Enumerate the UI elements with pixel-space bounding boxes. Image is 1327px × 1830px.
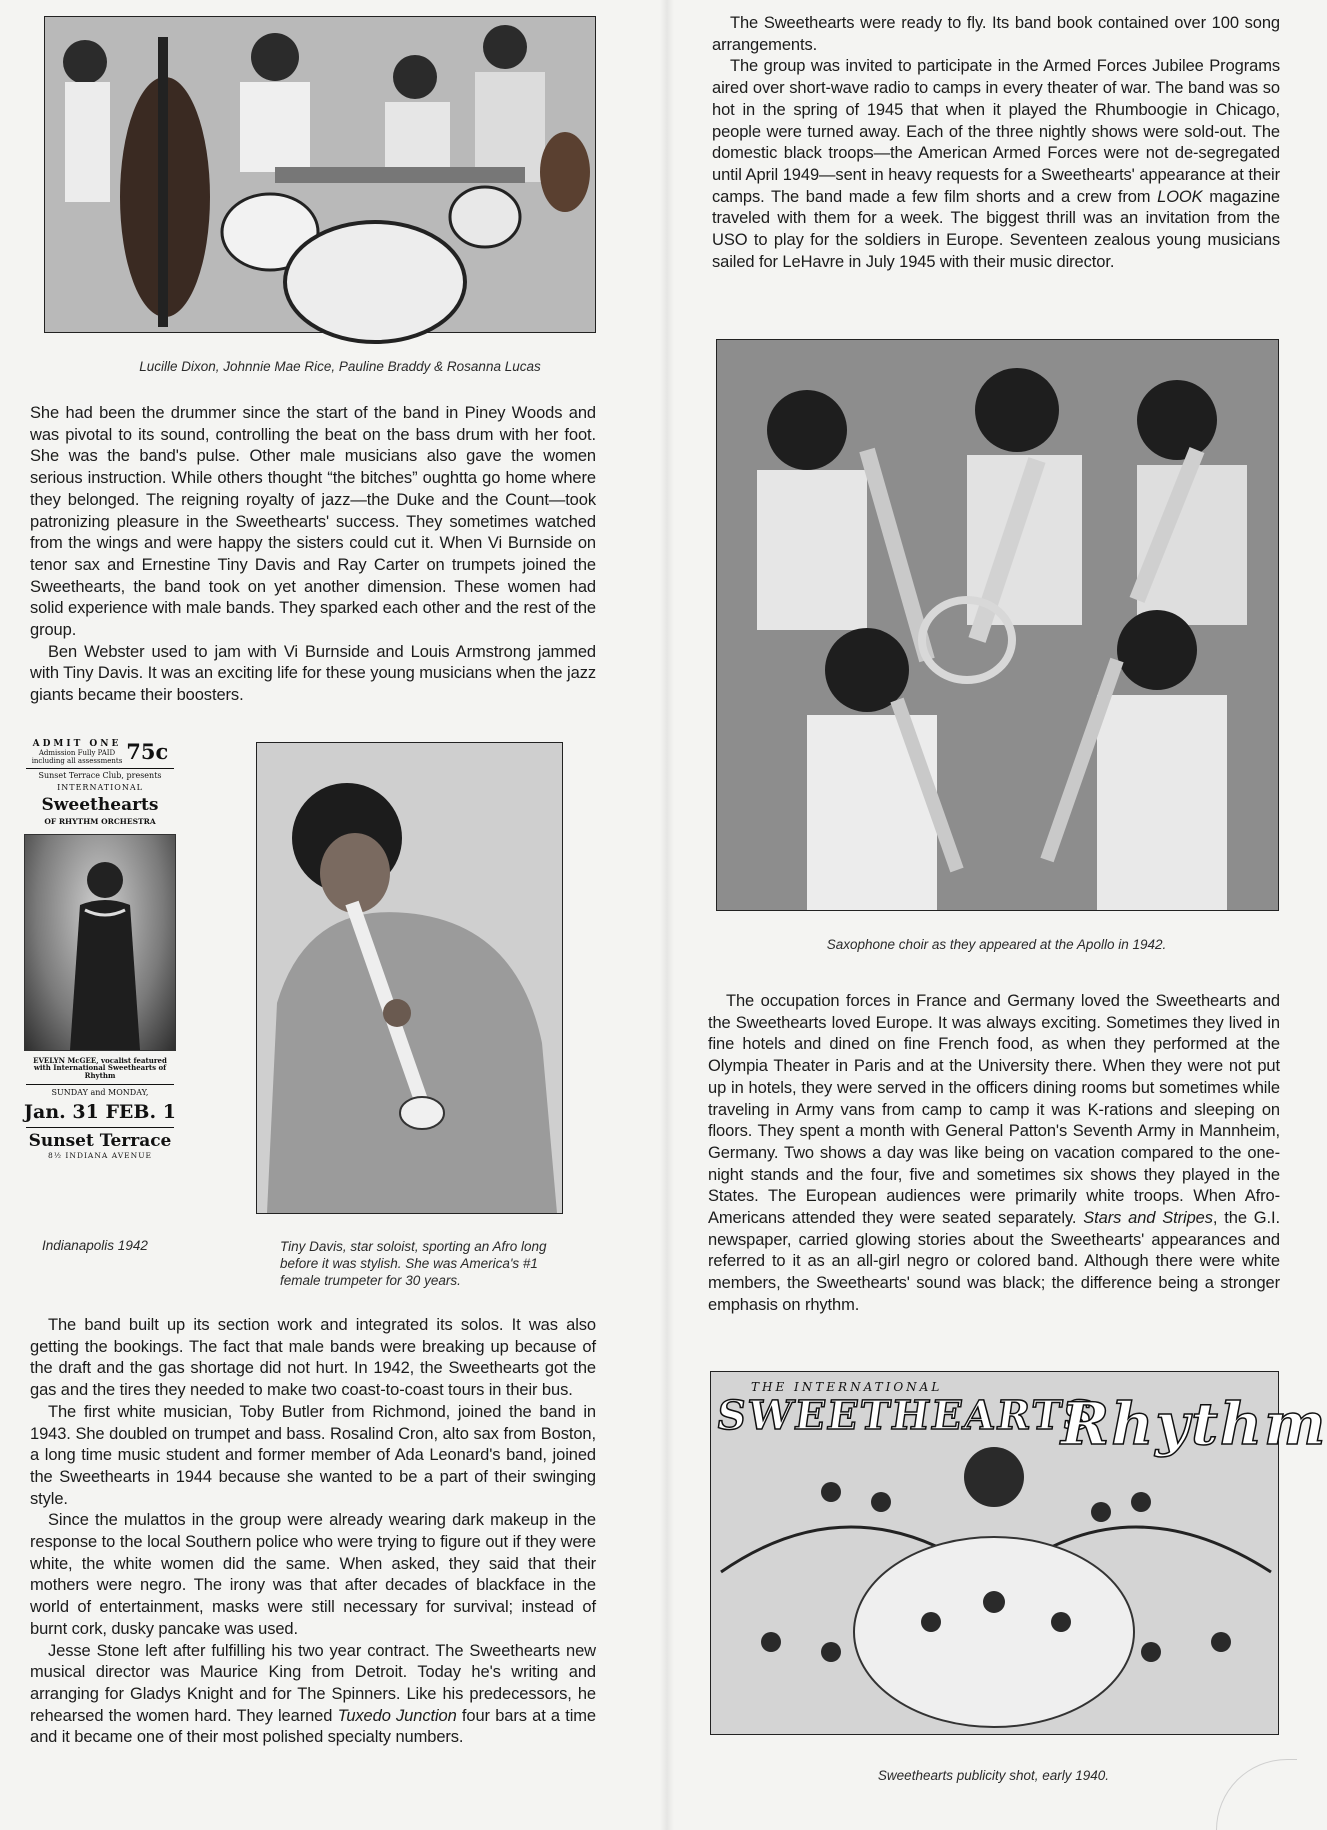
ticket-admit: ADMIT ONE [32, 739, 122, 749]
poster-rhythm: Rhythm [1061, 1390, 1327, 1458]
publicity-poster-caption: Sweethearts publicity shot, early 1940. [877, 1768, 1110, 1783]
left-paragraph-6-part-2: four bars at a time and it became one of their most polished specialty numbers. [30, 1706, 596, 1747]
left-paragraph-5: Since the mulattos in the group were already wearing dark makeup in the response to the local Southern police who were trying to figure out if they were white, the white women did the same. When asked, they said that their mothers were negro. The irony was that after decades of blackface in the world of entertainment, masks were still necessary for survival; instead of burnt cork, dusky pancake was used. [30, 1511, 596, 1638]
left-text-block-1 [30, 403, 596, 707]
saxophone-illustration [717, 340, 1278, 910]
ticket-caption: Indianapolis 1942 [42, 1238, 148, 1253]
poster-the-international: THE INTERNATIONAL [751, 1380, 943, 1394]
ticket-sweethearts: Sweethearts [41, 794, 159, 815]
ticket-presents: Sunset Terrace Club, presents [38, 771, 162, 781]
right-paragraph-2-part-1: The group was invited to participate in the Armed Forces Jubilee Programs aired over short-wave radio to camps in every theater of war. The band was so hot in the spring of 1945 that when it played the Rhumboogie in Chicago, people were turned away. Each of the three nightly shows were sold-out. The domestic black troops—the American Armed Forces were not de-segregated until April 1949—sent in heavy requests for a Sweethearts' appearance at their camps. The band made a few film shorts and a crew from [712, 57, 1280, 206]
right-text-block-2 [708, 991, 1280, 1317]
ticket-venue: Sunset Terrace [28, 1130, 172, 1151]
left-paragraph-3: The band built up its section work and integrated its solos. It was also getting the bookings. The fact that male bands were breaking up because of the draft and the gas shortage did not hurt. In 1942, the Sweethearts got the gas and the tires they needed to make two coast-to-coast tours in their bus. [30, 1316, 596, 1400]
right-paragraph-3-part-2: , the G.I. newspaper, carried glowing stories about the Sweethearts' appearances and referred to it as an all-girl negro or colored band. Although there were white members, the Sweethearts' sound was black; the difference being a stronger emphasis on rhythm. [708, 1209, 1280, 1314]
tiny-davis-caption: Tiny Davis, star soloist, sporting an Afro long before it was stylish. She was America's #1 female trumpeter for 30 years. [280, 1239, 547, 1288]
ticket-price: 75c [126, 739, 169, 764]
ticket-fine-2: including all assessments [31, 756, 123, 765]
saxophone-choir-photo [716, 339, 1279, 911]
stars-and-stripes-title: Stars and Stripes [1083, 1209, 1213, 1228]
page-gutter [660, 0, 674, 1830]
ticket-days: SUNDAY and MONDAY, [51, 1087, 149, 1097]
right-paragraph-3 [708, 991, 1280, 1317]
ticket-orchestra: OF RHYTHM ORCHESTRA [44, 816, 156, 826]
left-paragraph-2: Ben Webster used to jam with Vi Burnside and Louis Armstrong jammed with Tiny Davis. It was an exciting life for these young musicians when the jazz giants became their boosters. [30, 642, 596, 705]
tiny-davis-photo [256, 742, 563, 1214]
band-photo-caption: Lucille Dixon, Johnnie Mae Rice, Pauline Braddy & Rosanna Lucas [139, 359, 541, 374]
band-photo-illustration [45, 17, 595, 332]
trumpeter-illustration [257, 743, 562, 1213]
saxophone-choir-caption: Saxophone choir as they appeared at the Apollo in 1942. [826, 937, 1167, 952]
left-paragraph-6-part-1: Jesse Stone left after fulfilling his two year contract. The Sweethearts new musical director was Maurice King from Detroit. Today he's writing and arranging for Gladys Knight and for The Spinners. Like his predecessors, he rehearsed the women hard. They learned [30, 1641, 596, 1725]
right-paragraph-2-part-2: magazine traveled with them for a week. The biggest thrill was an invitation from the USO to play for the soldiers in Europe. Seventeen zealous young musicians sailed for LeHavre in July 1945 with their music director. [712, 187, 1280, 271]
ticket-fine-1: Admission Fully PAID [38, 748, 116, 757]
left-paragraph-6 [30, 1641, 596, 1750]
ticket-vocalist: EVELYN McGEE, vocalist featured with International Sweethearts of Rhythm [33, 1055, 167, 1081]
poster-sweethearts: SWEETHEARTS [713, 1392, 1098, 1439]
right-paragraph-2 [712, 56, 1280, 273]
right-text-block-1 [712, 13, 1280, 273]
ticket-international: INTERNATIONAL [57, 783, 143, 793]
publicity-poster-photo [710, 1371, 1327, 1735]
left-paragraph-1: She had been the drummer since the start of the band in Piney Woods and was pivotal to its sound, controlling the beat on the bass drum with her foot. She was the band's pulse. Other male musicians also gave the women serious instruction. While others thought “the bitches” oughtta go home where they belonged. The reigning royalty of jazz—the Duke and the Count—took patronizing pleasure in the Sweethearts' success. They sometimes watched from the wings and were happy the sisters could cut it. When Vi Burnside on tenor sax and Ernestine Tiny Davis and Ray Carter on trumpets joined the Sweethearts, the band took on yet another dimension. These women had solid experience with male bands. They sparked each other and the rest of the group. [30, 404, 596, 640]
ticket-address: 8½ INDIANA AVENUE [48, 1151, 152, 1161]
ticket-dates: Jan. 31 FEB. 1 [24, 1100, 176, 1123]
ticket-photo-evelyn-mcgee [24, 834, 176, 1051]
tuxedo-junction-title: Tuxedo Junction [337, 1706, 457, 1725]
right-paragraph-1: The Sweethearts were ready to fly. Its band book contained over 100 song arrangements. [712, 14, 1280, 54]
band-photo-drums-bass [44, 16, 596, 333]
vocalist-illustration [25, 835, 175, 1050]
concert-ticket [20, 740, 180, 1215]
right-paragraph-3-part-1: The occupation forces in France and Germany loved the Sweethearts and the Sweethearts loved Europe. It was always exciting. Sometimes they lived in fine hotels and dined on fine French food, as when they performed at the Olympia Theater in Paris and at the University there. When they were not put up in hotels, they were served in the officers dining rooms but sometimes while traveling in Army vans from camp to camp it was K-rations and sleeping on floors. They spent a month with General Patton's Seventh Army in Mannheim, Germany. Two shows a day was like being on vacation compared to the one-night stands and the four, five and sometimes six shows they played in the States. The European audiences were primarily white troops. When Afro-Americans attended they were seated separately. [708, 992, 1280, 1228]
look-magazine-title: LOOK [1157, 187, 1203, 206]
left-text-block-2 [30, 1315, 596, 1749]
left-paragraph-4: The first white musician, Toby Butler from Richmond, joined the band in 1943. She doubled on trumpet and bass. Rosalind Cron, alto sax from Boston, a long time music student and former member of Ada Leonard's band, joined the Sweethearts in 1944 because she wanted to be a part of their swinging style. [30, 1402, 596, 1508]
